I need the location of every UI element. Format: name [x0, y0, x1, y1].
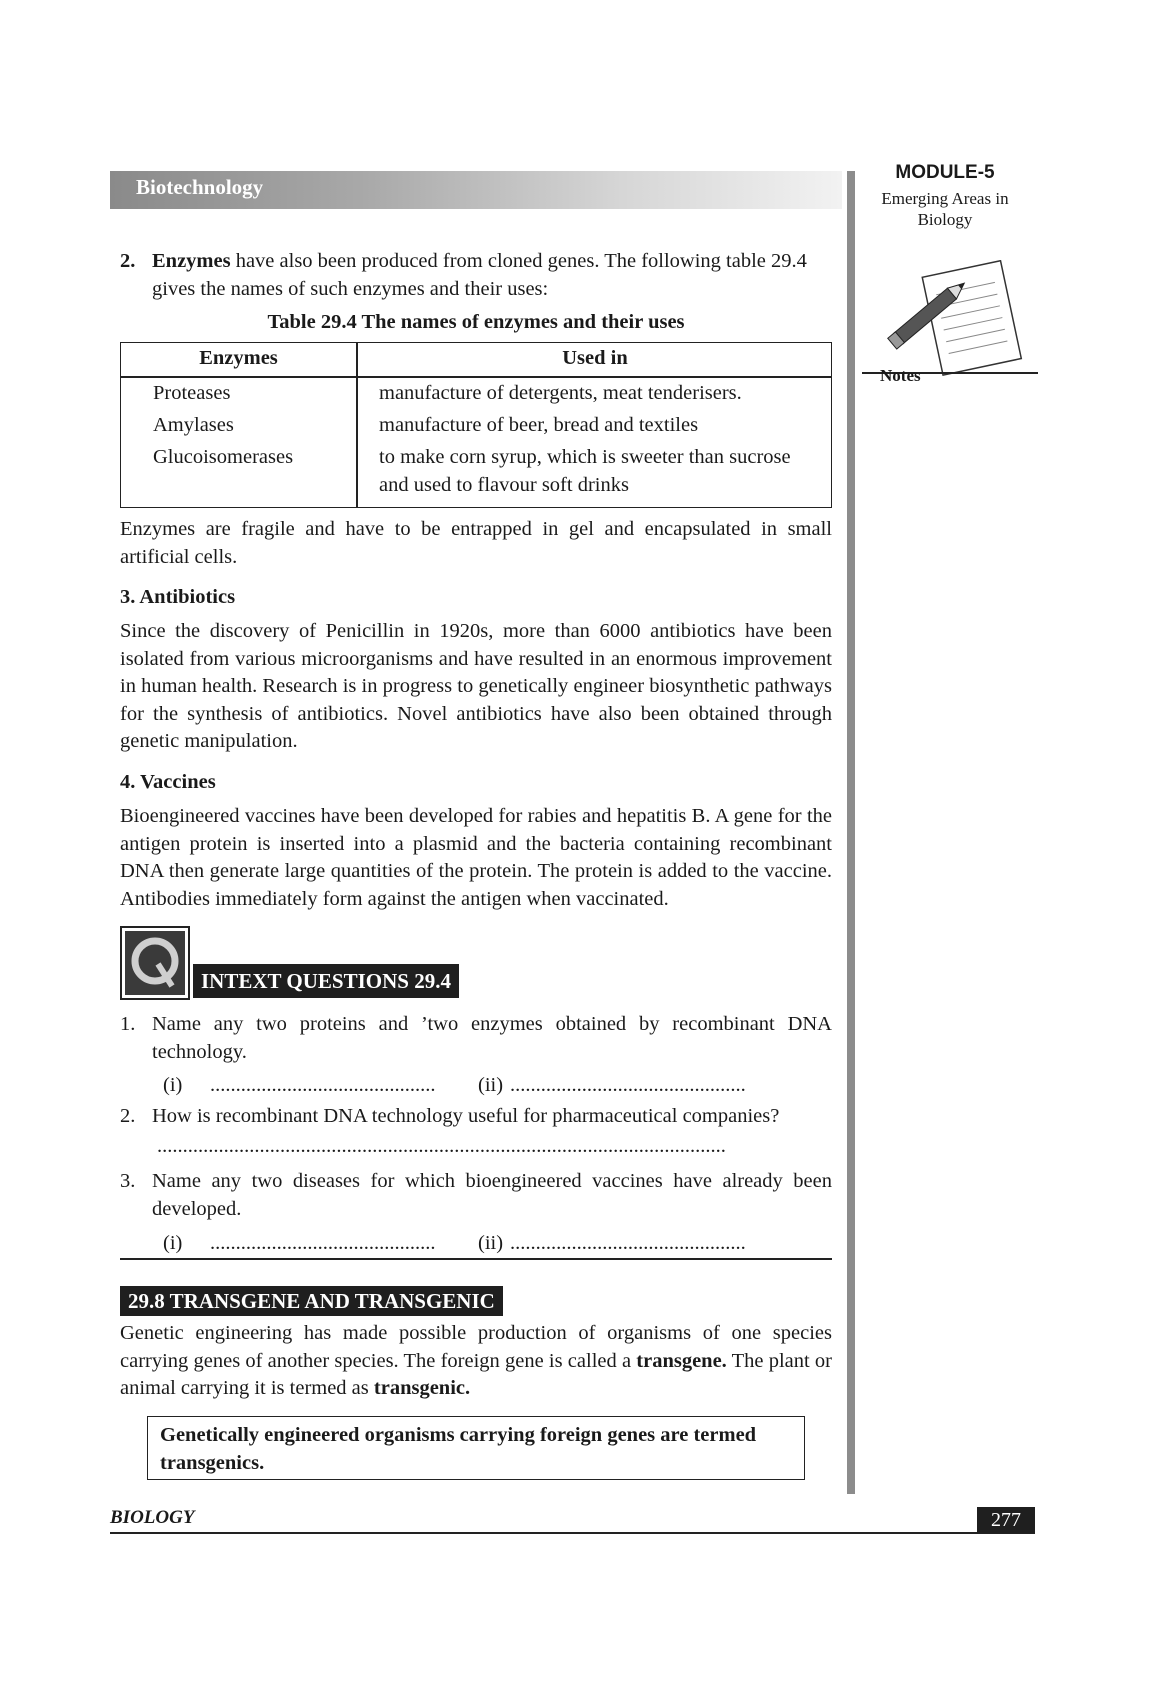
question-number: 3.	[120, 1170, 136, 1192]
page-number: 277	[977, 1507, 1035, 1533]
table-header-separator	[121, 376, 831, 378]
question-1	[120, 1011, 832, 1066]
table-cell-use-cont: and used to flavour soft drinks	[379, 474, 629, 496]
question-2	[120, 1103, 832, 1131]
table-header-enzymes: Enzymes	[199, 347, 278, 369]
section-heading: 29.8 TRANSGENE AND TRANSGENIC	[120, 1286, 503, 1316]
question-q-icon	[120, 926, 190, 1000]
footer-rule	[110, 1532, 1035, 1534]
question-text: How is recombinant DNA technology useful for pharmaceutical companies?	[152, 1105, 780, 1127]
answer-blank[interactable]: ............................................	[210, 1232, 436, 1254]
running-header-title: Biotechnology	[136, 175, 264, 199]
module-subtitle-line1: Emerging Areas in	[881, 189, 1009, 208]
enzymes-table	[120, 342, 832, 508]
section-text-part2: The plant or animal carrying it is termed as	[120, 1349, 832, 1399]
question-3	[120, 1168, 832, 1223]
table-cell-enzyme: Amylases	[153, 414, 234, 436]
enzymes-lead-word: Enzymes	[152, 250, 231, 272]
footer-subject: BIOLOGY	[110, 1507, 195, 1528]
notes-label: Notes	[880, 366, 921, 385]
term-transgenic: transgenic.	[373, 1377, 471, 1399]
section-paragraph	[120, 1320, 832, 1403]
section-text-part1: Genetic engineering has made possible production of organisms of one species carrying genes of another species. The foreign gene is called a	[120, 1322, 832, 1372]
answer-option-ii: (ii)	[478, 1074, 504, 1096]
answer-option-i: (i)	[163, 1232, 183, 1254]
question-number: 2.	[120, 1105, 136, 1127]
answer-blank[interactable]: ...............................................................................................................	[157, 1135, 726, 1157]
intext-questions-label: INTEXT QUESTIONS 29.4	[193, 964, 459, 998]
question-text: Name any two proteins and ’two enzymes obtained by recombinant DNA technology.	[152, 1013, 832, 1063]
module-subtitle	[860, 188, 1030, 230]
answer-option-ii: (ii)	[478, 1232, 504, 1254]
intext-end-rule	[120, 1258, 832, 1260]
table-caption: Table 29.4 The names of enzymes and their uses	[267, 311, 685, 333]
question-number: 1.	[120, 1013, 136, 1035]
vaccines-text: Bioengineered vaccines have been developed for rabies and hepatitis B. A gene for the antigen protein is inserted into a plasmid and the bacteria containing recombinant DNA then generate large quantities of the protein. The protein is added to the vaccine. Antibodies immediately form against the antigen when vaccinated.	[120, 805, 832, 910]
term-transgene: transgene.	[636, 1349, 727, 1372]
enzymes-item-number: 2.	[120, 250, 136, 272]
table-cell-use: to make corn syrup, which is sweeter than sucrose	[379, 446, 791, 468]
table-header-used-in: Used in	[562, 347, 628, 369]
antibiotics-text: Since the discovery of Penicillin in 1920s, more than 6000 antibiotics have been isolated from various microorganisms and have resulted in an enormous improvement in human health. Research is in progress to genetically engineer biosynthetic pathways for the synthesis of antibiotics. Novel antibiotics have also been obtained through genetic manipulation.	[120, 620, 832, 752]
answer-option-i: (i)	[163, 1074, 183, 1096]
table-cell-enzyme: Glucoisomerases	[153, 446, 294, 468]
enzymes-note: Enzymes are fragile and have to be entrapped in gel and encapsulated in small artificial cells.	[120, 518, 832, 568]
antibiotics-heading: 3. Antibiotics	[120, 586, 236, 608]
module-subtitle-line2: Biology	[917, 210, 973, 229]
table-cell-use: manufacture of detergents, meat tenderisers.	[379, 382, 742, 404]
answer-blank[interactable]: ..............................................	[510, 1232, 746, 1254]
answer-blank[interactable]: ..............................................	[510, 1074, 746, 1096]
module-title: MODULE-5	[895, 162, 995, 183]
margin-divider	[847, 171, 855, 1494]
answer-blank[interactable]: ............................................	[210, 1074, 436, 1096]
definition-box: Genetically engineered organisms carrying foreign genes are termed transgenics.	[147, 1416, 805, 1480]
enzymes-intro	[120, 248, 832, 303]
table-cell-enzyme: Proteases	[153, 382, 231, 404]
table-cell-use: manufacture of beer, bread and textiles	[379, 414, 699, 436]
vaccines-heading: 4. Vaccines	[120, 771, 216, 793]
enzymes-line1: have also been produced from cloned genes. The following table 29.4	[230, 250, 807, 272]
enzymes-line2: gives the names of such enzymes and their uses:	[152, 277, 549, 300]
question-text: Name any two diseases for which bioengineered vaccines have already been developed.	[152, 1170, 832, 1220]
